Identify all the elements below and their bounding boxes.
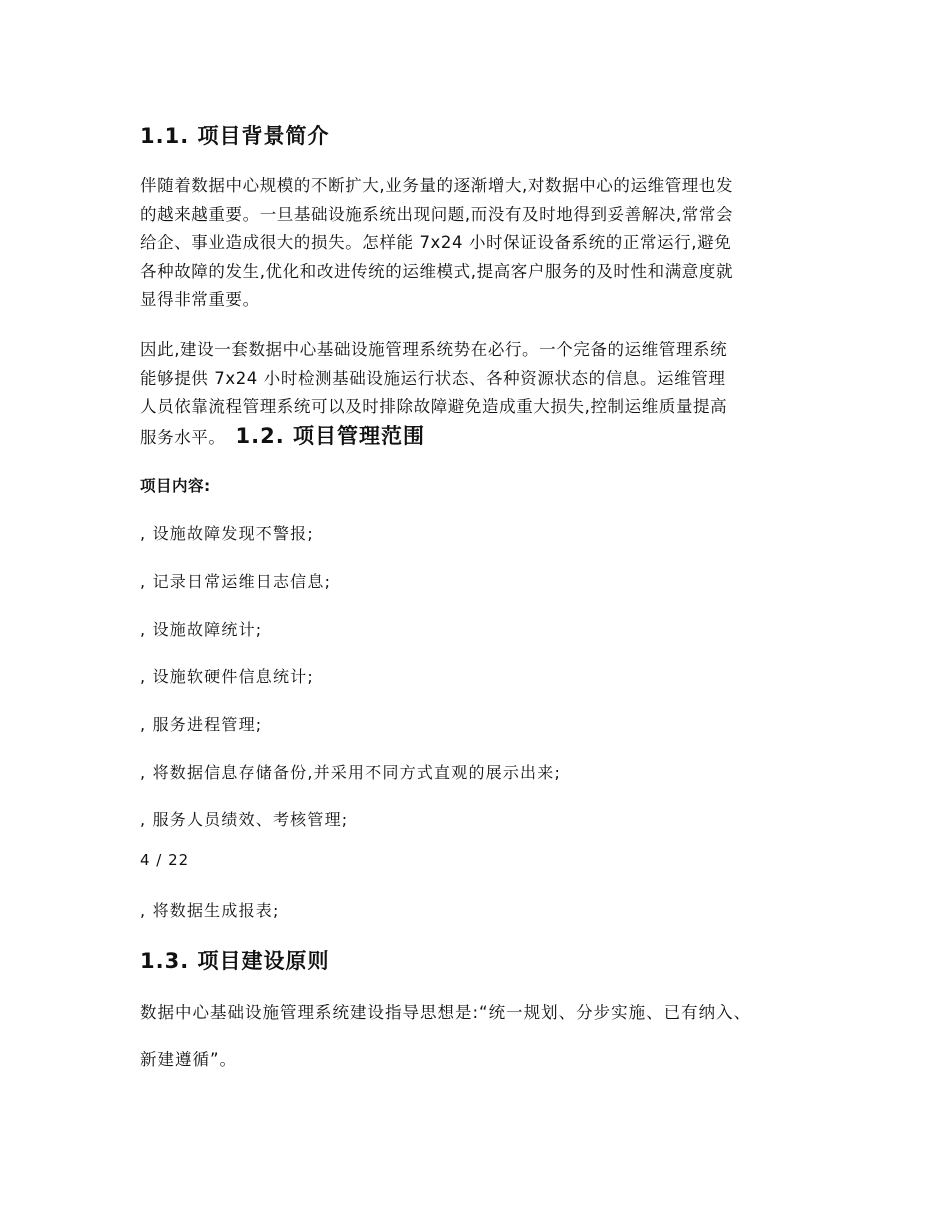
heading-1-3: 1.3. 项目建设原则	[140, 949, 330, 973]
heading-1-1: 1.1. 项目背景简介	[140, 124, 330, 148]
list-item: , 服务人员绩效、考核管理;	[140, 810, 349, 829]
paragraph-line: 能够提供 7x24 小时检测基础设施运行状态、各种资源状态的信息。运维管理	[140, 368, 726, 388]
list-item: , 设施故障发现不警报;	[140, 524, 314, 543]
paragraph-line: 人员依靠流程管理系统可以及时排除故障避免造成重大损失,控制运维质量提高	[140, 397, 728, 416]
principle-paragraph-line-1: 数据中心基础设施管理系统建设指导思想是:“统一规划、分步实施、已有纳入、	[140, 1003, 752, 1022]
paragraph-line-last	[140, 422, 810, 453]
background-paragraph-2	[140, 336, 810, 452]
paragraph-line: 因此,建设一套数据中心基础设施管理系统势在必行。一个完备的运维管理系统	[140, 340, 728, 359]
paragraph-text: 服务水平。	[140, 427, 226, 447]
list-item: , 将数据信息存储备份,并采用不同方式直观的展示出来;	[140, 763, 562, 782]
paragraph-line: 伴随着数据中心规模的不断扩大,业务量的逐渐增大,对数据中心的运维管理也发	[140, 176, 734, 195]
principle-paragraph-line-2: 新建遵循”。	[140, 1050, 238, 1069]
list-item: , 设施软硬件信息统计;	[140, 667, 314, 686]
list-item: , 记录日常运维日志信息;	[140, 572, 332, 591]
heading-1-2: 1.2. 项目管理范围	[235, 423, 425, 448]
paragraph-line: 显得非常重要。	[140, 290, 260, 309]
project-content-label: 项目内容:	[140, 477, 211, 495]
paragraph-line: 的越来越重要。一旦基础设施系统出现问题,而没有及时地得到妥善解决,常常会	[140, 204, 734, 224]
list-item: , 服务进程管理;	[140, 715, 263, 734]
paragraph-line: 各种故障的发生,优化和改进传统的运维模式,提高客户服务的及时性和满意度就	[140, 261, 734, 281]
background-paragraph-1	[140, 172, 810, 315]
list-item: , 将数据生成报表;	[140, 901, 280, 920]
list-item: , 设施故障统计;	[140, 620, 263, 639]
paragraph-line: 给企、事业造成很大的损失。怎样能 7x24 小时保证设备系统的正常运行,避免	[140, 233, 732, 252]
page-number: 4 / 22	[140, 851, 190, 869]
